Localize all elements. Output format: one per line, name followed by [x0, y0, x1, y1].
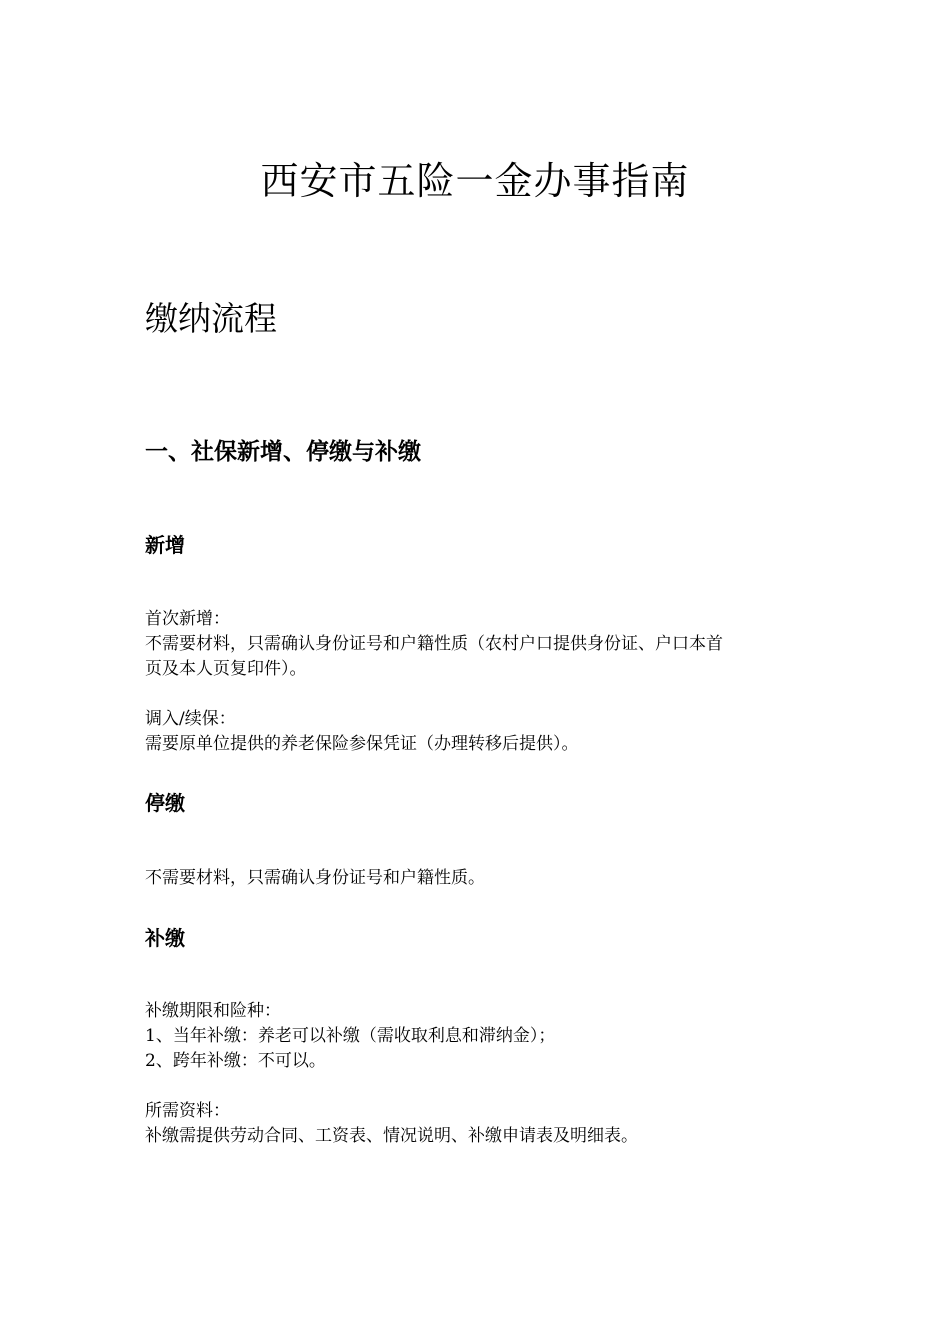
document-title: 西安市五险一金办事指南 [260, 159, 690, 203]
stop-payment-heading: 停缴 [145, 791, 185, 815]
materials-label: 所需资料： [145, 1101, 230, 1121]
materials-text: 补缴需提供劳动合同、工资表、情况说明、补缴申请表及明细表。 [145, 1126, 638, 1146]
back-payment-period-label: 补缴期限和险种： [145, 1001, 281, 1021]
back-payment-heading: 补缴 [145, 926, 185, 950]
section-heading: 缴纳流程 [145, 299, 277, 338]
transfer-label: 调入/续保： [145, 709, 236, 729]
back-payment-item-2: 2、跨年补缴：不可以。 [145, 1051, 326, 1071]
back-payment-item-1: 1、当年补缴：养老可以补缴（需收取利息和滞纳金）； [145, 1026, 556, 1046]
subsection-heading: 一、社保新增、停缴与补缴 [145, 439, 421, 465]
transfer-text: 需要原单位提供的养老保险参保凭证（办理转移后提供）。 [145, 734, 579, 754]
first-time-label: 首次新增： [145, 609, 230, 629]
stop-payment-text: 不需要材料，只需确认身份证号和户籍性质。 [145, 868, 485, 888]
first-time-text-line1: 不需要材料，只需确认身份证号和户籍性质（农村户口提供身份证、户口本首 [145, 634, 723, 654]
new-enrollment-heading: 新增 [145, 533, 185, 557]
first-time-text-line2: 页及本人页复印件）。 [145, 659, 307, 679]
